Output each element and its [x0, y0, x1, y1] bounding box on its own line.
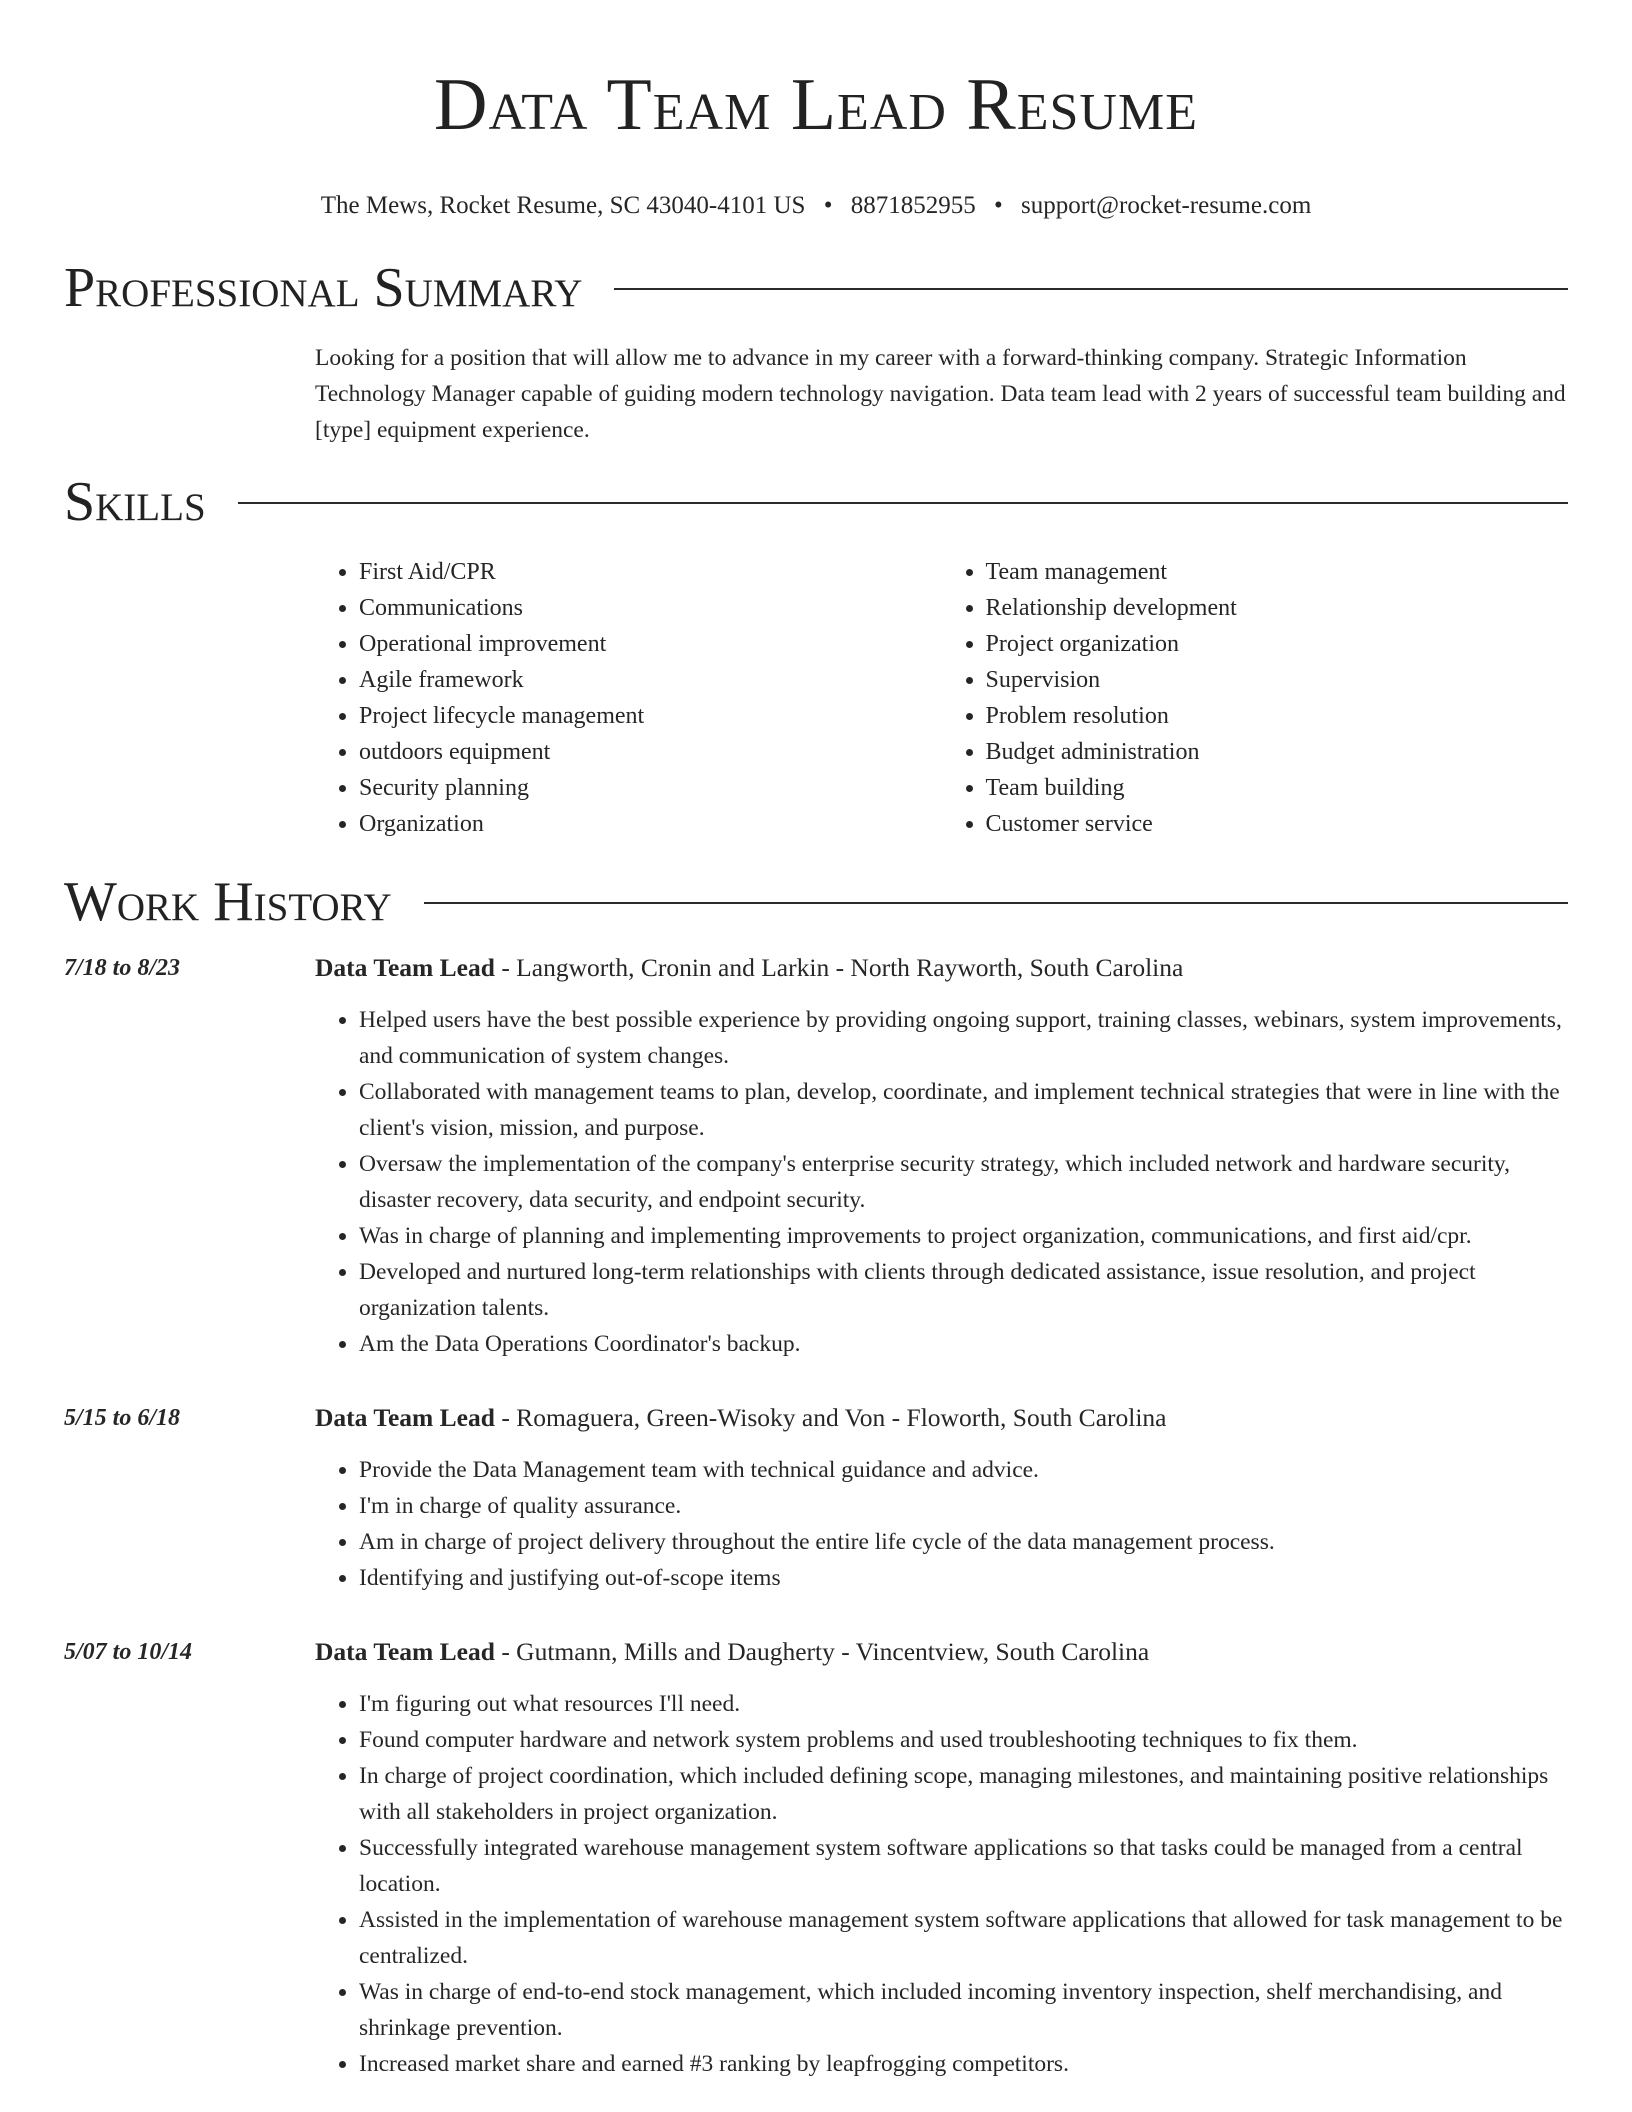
job-bullet: • Collaborated with management teams to plan, develop, coordinate, and implement technical strategies that were in line with the client's vision, mission, and purpose.	[359, 1074, 1568, 1146]
job-bullet: • Increased market share and earned #3 ranking by leapfrogging competitors.	[359, 2046, 1568, 2082]
job-dates: 5/15 to 6/18	[64, 1405, 181, 1431]
job-bullet: • Assisted in the implementation of warehouse management system software applications that allowed for task management to be centralized.	[359, 1902, 1568, 1974]
skill-item: • Budget administration	[986, 734, 1569, 770]
job-role: Data Team Lead	[315, 1403, 495, 1432]
skills-list-right	[942, 554, 1569, 842]
job-main	[315, 1398, 1568, 1596]
skill-item: • Team management	[986, 554, 1569, 590]
section-divider	[614, 288, 1568, 290]
skills-section-header	[64, 470, 1568, 534]
skill-item: • Supervision	[986, 662, 1569, 698]
summary-section-header	[64, 256, 1568, 320]
section-divider	[424, 902, 1568, 904]
summary-section-title: Professional Summary	[64, 257, 583, 319]
job-bullet: • Found computer hardware and network system problems and used troubleshooting techniques to fix them.	[359, 1722, 1568, 1758]
job-entry	[64, 948, 1568, 1362]
job-dates: 7/18 to 8/23	[64, 955, 181, 981]
job-bullet: • Am in charge of project delivery throughout the entire life cycle of the data management process.	[359, 1524, 1568, 1560]
contact-phone: 8871852955	[850, 192, 976, 219]
work-section-title: Work History	[64, 871, 392, 933]
job-bullet: • Was in charge of end-to-end stock management, which included incoming inventory inspection, shelf merchandising, and shrinkage prevention.	[359, 1974, 1568, 2046]
job-bullet: • Identifying and justifying out-of-scope items	[359, 1560, 1568, 1596]
skill-item: • Project lifecycle management	[359, 698, 942, 734]
job-entry	[64, 1632, 1568, 2082]
resume-title: Data Team Lead Resume	[434, 64, 1198, 146]
skill-item: • Communications	[359, 590, 942, 626]
skill-item: • First Aid/CPR	[359, 554, 942, 590]
job-bullet: • Oversaw the implementation of the company's enterprise security strategy, which included network and hardware security, disaster recovery, data security, and endpoint security.	[359, 1146, 1568, 1218]
summary-section-body	[315, 340, 1568, 448]
job-title-line	[315, 948, 1568, 988]
job-bullets	[315, 1002, 1568, 1362]
contact-email: support@rocket-resume.com	[1020, 192, 1312, 219]
summary-text: Looking for a position that will allow me to advance in my career with a forward-thinking company. Strategic Information Technology Manager capable of guiding modern technology navigation. Data team lead with 2 years of successful team building and [type] equipment experience.	[315, 345, 1566, 443]
job-main	[315, 1632, 1568, 2082]
job-bullet: • Was in charge of planning and implementing improvements to project organization, communications, and first aid/cpr.	[359, 1218, 1568, 1254]
skill-item: • Relationship development	[986, 590, 1569, 626]
job-bullets	[315, 1452, 1568, 1596]
skill-item: • Problem resolution	[986, 698, 1569, 734]
contact-address: The Mews, Rocket Resume, SC 43040-4101 US	[320, 192, 806, 219]
contact-line	[64, 190, 1568, 222]
contact-separator: •	[823, 192, 833, 219]
skill-item: • Operational improvement	[359, 626, 942, 662]
job-bullet: • I'm in charge of quality assurance.	[359, 1488, 1568, 1524]
job-employer-location: - Romaguera, Green-Wisoky and Von - Floworth, South Carolina	[494, 1403, 1167, 1432]
skill-item: • Team building	[986, 770, 1569, 806]
skill-item: • Customer service	[986, 806, 1569, 842]
job-employer-location: - Langworth, Cronin and Larkin - North Rayworth, South Carolina	[494, 953, 1184, 982]
skill-item: • Security planning	[359, 770, 942, 806]
skills-section-body	[315, 554, 1568, 842]
job-main	[315, 948, 1568, 1362]
skills-columns	[315, 554, 1568, 842]
job-title-line	[315, 1398, 1568, 1438]
job-bullet: • I'm figuring out what resources I'll need.	[359, 1686, 1568, 1722]
skill-item: • Project organization	[986, 626, 1569, 662]
skill-item: • Organization	[359, 806, 942, 842]
job-bullet: • Helped users have the best possible experience by providing ongoing support, training classes, webinars, system improvements, and communication of system changes.	[359, 1002, 1568, 1074]
section-divider	[238, 502, 1568, 504]
skill-item: • outdoors equipment	[359, 734, 942, 770]
job-entry	[64, 1398, 1568, 1596]
work-section-header	[64, 870, 1568, 934]
job-title-line	[315, 1632, 1568, 1672]
job-employer-location: - Gutmann, Mills and Daugherty - Vincentview, South Carolina	[494, 1637, 1150, 1666]
skills-section-title: Skills	[64, 471, 206, 533]
contact-separator: •	[993, 192, 1003, 219]
job-role: Data Team Lead	[315, 1637, 495, 1666]
job-bullet: • Provide the Data Management team with technical guidance and advice.	[359, 1452, 1568, 1488]
skill-item: • Agile framework	[359, 662, 942, 698]
job-role: Data Team Lead	[315, 953, 495, 982]
job-bullet: • Successfully integrated warehouse management system software applications so that tasks could be managed from a central location.	[359, 1830, 1568, 1902]
job-dates: 5/07 to 10/14	[64, 1639, 193, 1665]
skills-list-left	[315, 554, 942, 842]
job-bullets	[315, 1686, 1568, 2082]
job-bullet: • Developed and nurtured long-term relationships with clients through dedicated assistance, issue resolution, and project organization talents.	[359, 1254, 1568, 1326]
job-bullet: • Am the Data Operations Coordinator's backup.	[359, 1326, 1568, 1362]
job-bullet: • In charge of project coordination, which included defining scope, managing milestones, and maintaining positive relationships with all stakeholders in project organization.	[359, 1758, 1568, 1830]
